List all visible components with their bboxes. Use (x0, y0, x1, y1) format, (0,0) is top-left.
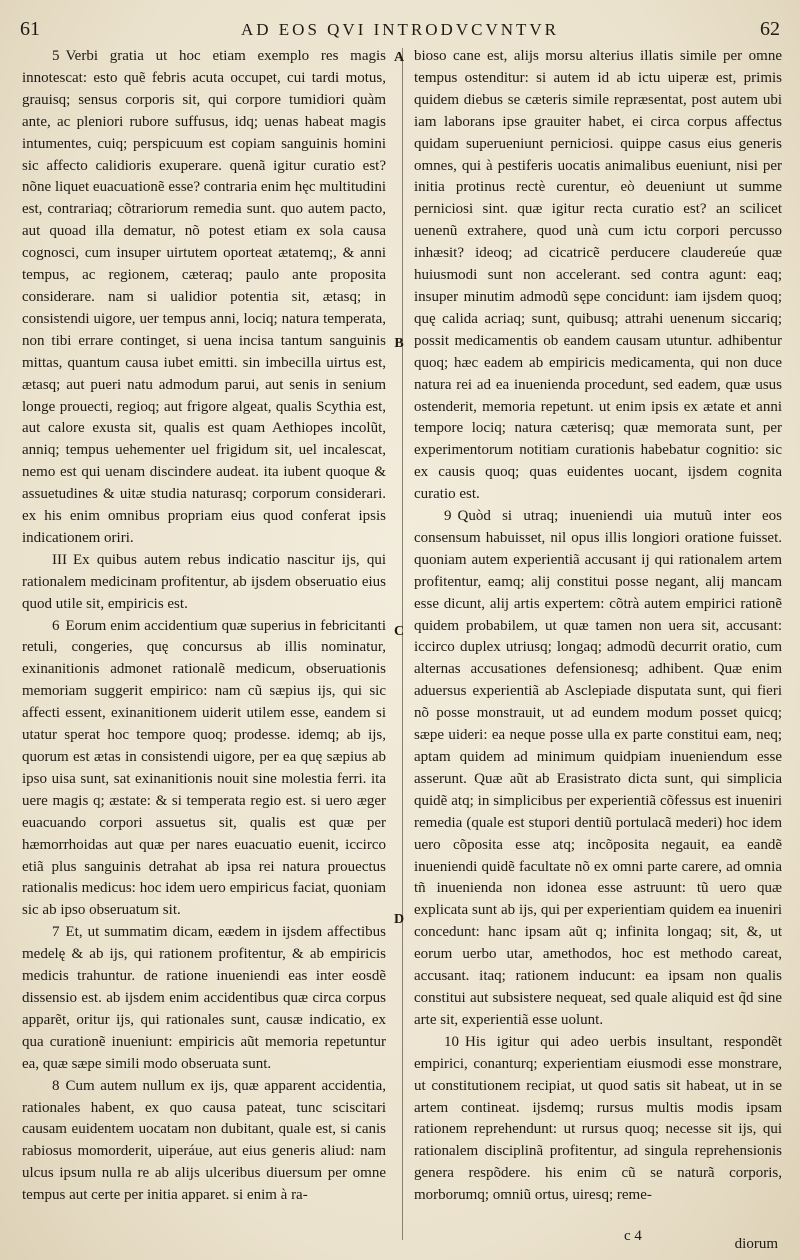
paragraph-text: His igitur qui adeo uerbis insultant, respondẽt empirici, conanturq; experientiam eiusmodi esse monstrare, ut constitutionem recipiat, ut quod satis sit habeat, ut in se artem contineat. ijsdemq; rursus multis modis ipsam rationem reprehendunt: ut rursus quoq; necesse sit ijs, qui rationalem disciplinã profitentur, ad singula reprehensionis genera respõdere. his enim cũ se naturã corporis, morborumq; omniũ ortus, uiresq; reme- (414, 1033, 782, 1204)
paragraph-text: Verbi gratia ut hoc etiam exemplo res magis innotescat: esto quẽ febris acuta occupet, cui tardi motus, grauisq; sensus corporis sit, qui corpore tumidiori quàm ante, ac pleniori rubore suffusus, idq; uenas habeat magis intumentes, cuiq; perspicuum est copiam sanguinis homini sic affecto calidioris exuperare. quenã igitur curatio est? nõne liquet euacuationẽ esse? contraria enim hęc multitudini est, contrariaq; cõtrariorum remedia sunt. quo autem pacto, aut quoad illa dematur, nõ potest etiam ex sola causa cognosci, cum insuper uirtutem oporteat ætatemq;, & anni tempus, ac regionem, cæteraq; paulo ante proposita considerare. nam si ualidior potentia sit, ætasq; in consistendi uigore, uer tempus anni, lociq; natura temperata, non tibi errare continget, si uena incisa tantum sanguinis mittas, quantum causa iubet emitti. sin imbecilla uirtus est, ætasq; aut pueri natu admodum parui, aut senis in senium longe prouecti, regioq; aut frigore algeat, qualis Scythia est, aut calore exusta sit, qualis est quam Aethiopes incolũt, anniq; tempus uehementer uel frigidum sit, uel incalescat, nemo est qui uenam discindere audeat. ita iubent quoque & assuetudines & uitæ studia naturasq; corporum considerari. ex his enim omnibus propriam eius quod conferat ipsis indicationem oriri. (22, 48, 386, 546)
margin-letter-c: C (393, 624, 405, 639)
paragraph-text: bioso cane est, alijs morsu alterius illatis simile per omne tempus ostenditur: si autem id ab ictu uiperæ est, primis quidem diebus se cæteris simile repræsentat, post autem ubi iam laborans ipse grauiter habet, ei circa corpus affectus quidam superueniunt perniciosi. quippe casus eius generis omnes, qui à pestiferis uocatis animalibus eueniunt, nisi per initia protinus rectè curentur, eò deueniunt ut summe perniciosi sint. quæ igitur recta curatio est? an scilicet uenenũ extrahere, quod unà cum ictu corpori percusso inhæsit? ideoq; ad cicatricẽ perducere claudereúe quæ huiusmodi sunt non accelerant. sed contra agunt: eaq; insuper minutim admodũ sępe concidunt: iam ijsdem quoq; quę calida acriaq; sunt, quibusq; attrahi uenenum siccariq; possit medicamentis ob eandem causam utuntur. adhibentur quoq; hæc eadem ab empiricis medicamenta, qui non duce natura rei ad ea inuenienda procedunt, sed eadem, quæ usus ostenderit, memoria repetunt. ut enim ipsis ex ætate et anni tempore lociq; natura cæterisq; quæ memorata sunt, per experimentorum notitiam curationis habebatur cognitio: sic ex causis quoq; quas euidentes uocant, ijsdem cognita curatio est. (414, 48, 782, 503)
section-number: 10 (444, 1033, 459, 1050)
margin-letter-b: B (394, 336, 404, 351)
section-paragraph (414, 1032, 782, 1207)
column-divider (402, 48, 403, 1240)
margin-letter-a: A (393, 50, 405, 65)
section-number: 9 (444, 508, 452, 525)
section-number: 7 (52, 924, 60, 941)
catchword: diorum (734, 1236, 778, 1252)
section-paragraph (22, 46, 386, 550)
margin-letter-d: D (393, 912, 405, 927)
folio-number-left: 61 (20, 18, 40, 40)
right-column (414, 46, 782, 1252)
section-number: 5 (52, 48, 60, 64)
section-number: III (52, 551, 67, 568)
paragraph-text: Eorum enim accidentium quæ superius in febricitanti retuli, congeries, quę concursus ab illis nominatur, exinanitionis admonet rationalẽ medicum, obseruationis memoriam suggerit empirico: nam cũ sæpius ijs, qui sic affecti essent, exinanitionem uiderit utilem esse, eandem si utatur sperat hoc tempore quoq; prodesse. idemq; ab ijs, quorum est ætas in consistendi uigore, per ea quę sæpius ab ipso uisa sunt, sat exinanitionis nouit sine molestia ferri. ita uere magis q; æstate: & si temperata regio est. si uero æger euacuando corpori assuetus sit, qualis est quæ per hæmorrhoidas aut quæ per nares euacuatio euenit, iccirco etiã plus sanguinis detrahat ab ipsa rei natura prouectus rationalis medicus: hoc idem uero empiricus faciat, quoniam sic ab ipso obseruatum sit. (22, 617, 386, 919)
running-title: AD EOS QVI INTRODVCVNTVR (240, 20, 560, 39)
paragraph-text: Ex quibus autem rebus indicatio nascitur ijs, qui rationalem medicinam profitentur, ab ijsdem obseruatio eius quod utile sit, empiricis est. (22, 551, 386, 612)
paragraph-text: Quòd si utraq; inueniendi uia mutuũ inter eos consensum habuisset, nil opus illis longiori oratione fuisset. quoniam autem experientiã accusant ij qui rationalem artem profitentur, eamq; alij constitui posse negant, alij mancam esse dicunt, alij artis expertem: cõtrà autem empirici rationẽ quidem probabilem, ut quæ tamen non uera sit, accusant: iccirco duplex utriusq; longaq; admodũ decurrit oratio, cum alternas accusationes defensionesq; adhibent. Quæ enim aduersus experientiã ab Asclepiade disputata sunt, qui fieri nõ posse monstrauit, ut ad eundem modum posset quicq; sæpe uideri: ea neque posse ulla ex parte constitui eam, neq; aptam quidem ad minimum quidpiam inueniendum esse asserunt. Quæ aũt ab Erasistrato dicta sunt, qui simplicia quidẽ atq; in simplicibus per experientiã cõfessus est inueniri remedia (quale est stupori dentiũ portulacã mederi) hoc idem uero cõposita esse atq; incõposita negauit, ea eandẽ inueniendi quidẽ facultate nõ ex omni parte carere, ad omnia tñ inuenienda non idonea esse astruunt: tũ uero quæ explicata sunt ab ijs, qui per experientiam quidem ea inueniri concedunt: hanc ipsam aũt q; infinita longaq; sit, &, ut eorum uerbo utar, amethodos, hoc est methodo careat, accusant. itaq; rationem inducunt: ea ipsam non qualis constitui aut subsistere nequeat, sed quale aliquid est q̃d sine arte sit, experientiã esse uolunt. (414, 508, 782, 1028)
section-paragraph (22, 922, 386, 1075)
section-paragraph (22, 1076, 386, 1207)
section-paragraph (22, 550, 386, 616)
folio-number-right: 62 (760, 18, 780, 40)
left-column (22, 46, 386, 1252)
section-number: 8 (52, 1077, 60, 1094)
continued-paragraph (414, 46, 782, 506)
section-paragraph (22, 616, 386, 923)
section-paragraph (414, 506, 782, 1032)
paragraph-text: Cum autem nullum ex ijs, quæ apparent accidentia, rationales habent, ex quo causa pateat, tunc sciscitari causam euidentem uocatam non dubitant, quale est, si canis rabiosus momorderit, uiperáue, aut eius generis aliud: nam ulcus ipsum nulla re ab alijs ulceribus diuersum per omne tempus aut certe per initia apparet. si enim à ra- (22, 1077, 386, 1204)
paragraph-text: Et, ut summatim dicam, eædem in ijsdem affectibus medelę & ab ijs, qui rationem profitentur, & ab empiricis medicis trahuntur. de ratione inueniendi eas inter eosdẽ dissensio est. ab ijsdem enim accidentibus quæ circa corpus apparẽt, oritur ijs, qui rationales sunt, causæ indicatio, ex qua curationẽ inueniunt: empiricis aũt memoria repetuntur ea, quæ sæpe simili modo obseruata sunt. (22, 924, 386, 1072)
signature-mark: c 4 (624, 1228, 642, 1244)
section-number: 6 (52, 617, 60, 634)
page-header (20, 10, 780, 42)
